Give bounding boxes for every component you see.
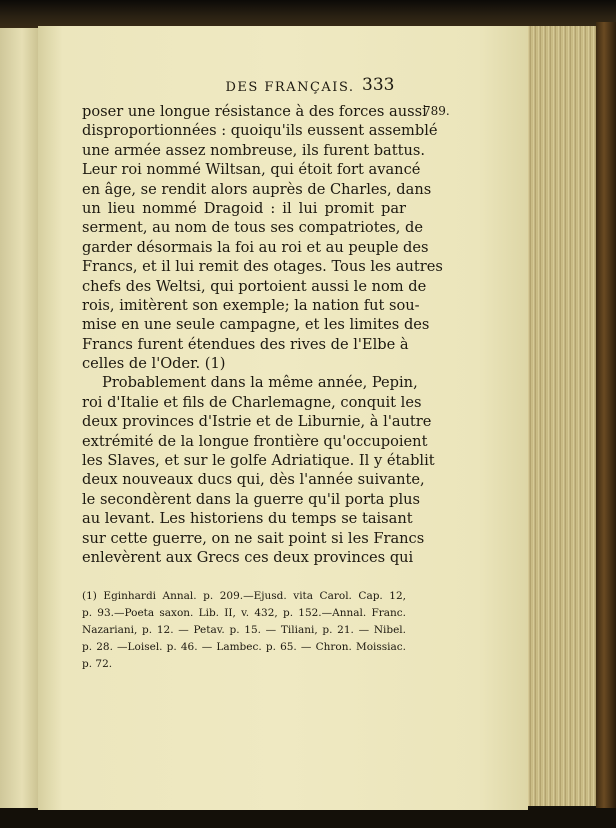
body-line: garder désormais la foi au roi et au peuple des xyxy=(82,238,429,256)
body-line: deux nouveaux ducs qui, dès l'année suivante, xyxy=(82,471,425,489)
footnote-line: p. 93.—Poeta saxon. Lib. II, v. 432, p. 152.—Annal. Franc. xyxy=(82,607,406,619)
page-number: 333 xyxy=(362,75,395,95)
body-line: chefs des Weltsi, qui portoient aussi le nom de xyxy=(82,277,427,295)
footnotes xyxy=(82,588,406,673)
body-line: poser une longue résistance à des forces aussi xyxy=(82,103,427,120)
body-line: roi d'Italie et fils de Charlemagne, conquit les xyxy=(82,393,422,411)
page-block-edges xyxy=(526,26,597,806)
margin-year: 789. xyxy=(423,104,450,118)
body-line: Francs, et il lui remit des otages. Tous les autres xyxy=(82,258,443,276)
body-line: sur cette guerre, on ne sait point si les Francs xyxy=(82,529,425,547)
body-line: Leur roi nommé Wiltsan, qui étoit fort avancé xyxy=(82,161,421,179)
footnote-line: p. 72. xyxy=(82,658,113,670)
body-line: Probablement dans la même année, Pepin, xyxy=(102,374,418,392)
body-line: les Slaves, et sur le golfe Adriatique. Il y établit xyxy=(82,452,435,470)
body-line: deux provinces d'Istrie et de Liburnie, à l'autre xyxy=(82,413,432,431)
body-line: un lieu nommé Dragoid : il lui promit par xyxy=(82,199,406,217)
body-line: mise en une seule campagne, et les limites des xyxy=(82,316,430,334)
body-line: celles de l'Oder. (1) xyxy=(82,355,226,373)
running-head: DES FRANÇAIS. xyxy=(225,80,355,95)
body-line: au levant. Les historiens du temps se taisant xyxy=(82,510,413,528)
body-line: le secondèrent dans la guerre qu'il porta plus xyxy=(82,490,421,508)
body-line: une armée assez nombreuse, ils furent battus. xyxy=(82,141,426,159)
body-line: extrémité de la longue frontière qu'occupoient xyxy=(82,432,428,450)
footnote-line: (1) Eginhardi Annal. p. 209.—Ejusd. vita Carol. Cap. 12, xyxy=(82,590,406,602)
background-bottom xyxy=(0,808,616,828)
book-cover-edge xyxy=(596,22,616,822)
body-line: serment, au nom de tous ses compatriotes, de xyxy=(82,219,423,237)
footnote-line: p. 28. —Loisel. p. 46. — Lambec. p. 65. — Chron. Moissiac. xyxy=(82,641,406,653)
body-line: rois, imitèrent son exemple; la nation fut sou- xyxy=(82,296,420,314)
facing-page-edge xyxy=(0,28,41,808)
footnote-line: Nazariani, p. 12. — Petav. p. 15. — Tiliani, p. 21. — Nibel. xyxy=(82,624,406,636)
body-line: en âge, se rendit alors auprès de Charles, dans xyxy=(82,180,432,198)
body-line: Francs furent étendues des rives de l'Elbe à xyxy=(82,335,409,353)
body-line: disproportionnées : quoiqu'ils eussent assemblé xyxy=(82,122,438,140)
body-line: enlevèrent aux Grecs ces deux provinces qui xyxy=(82,548,414,566)
